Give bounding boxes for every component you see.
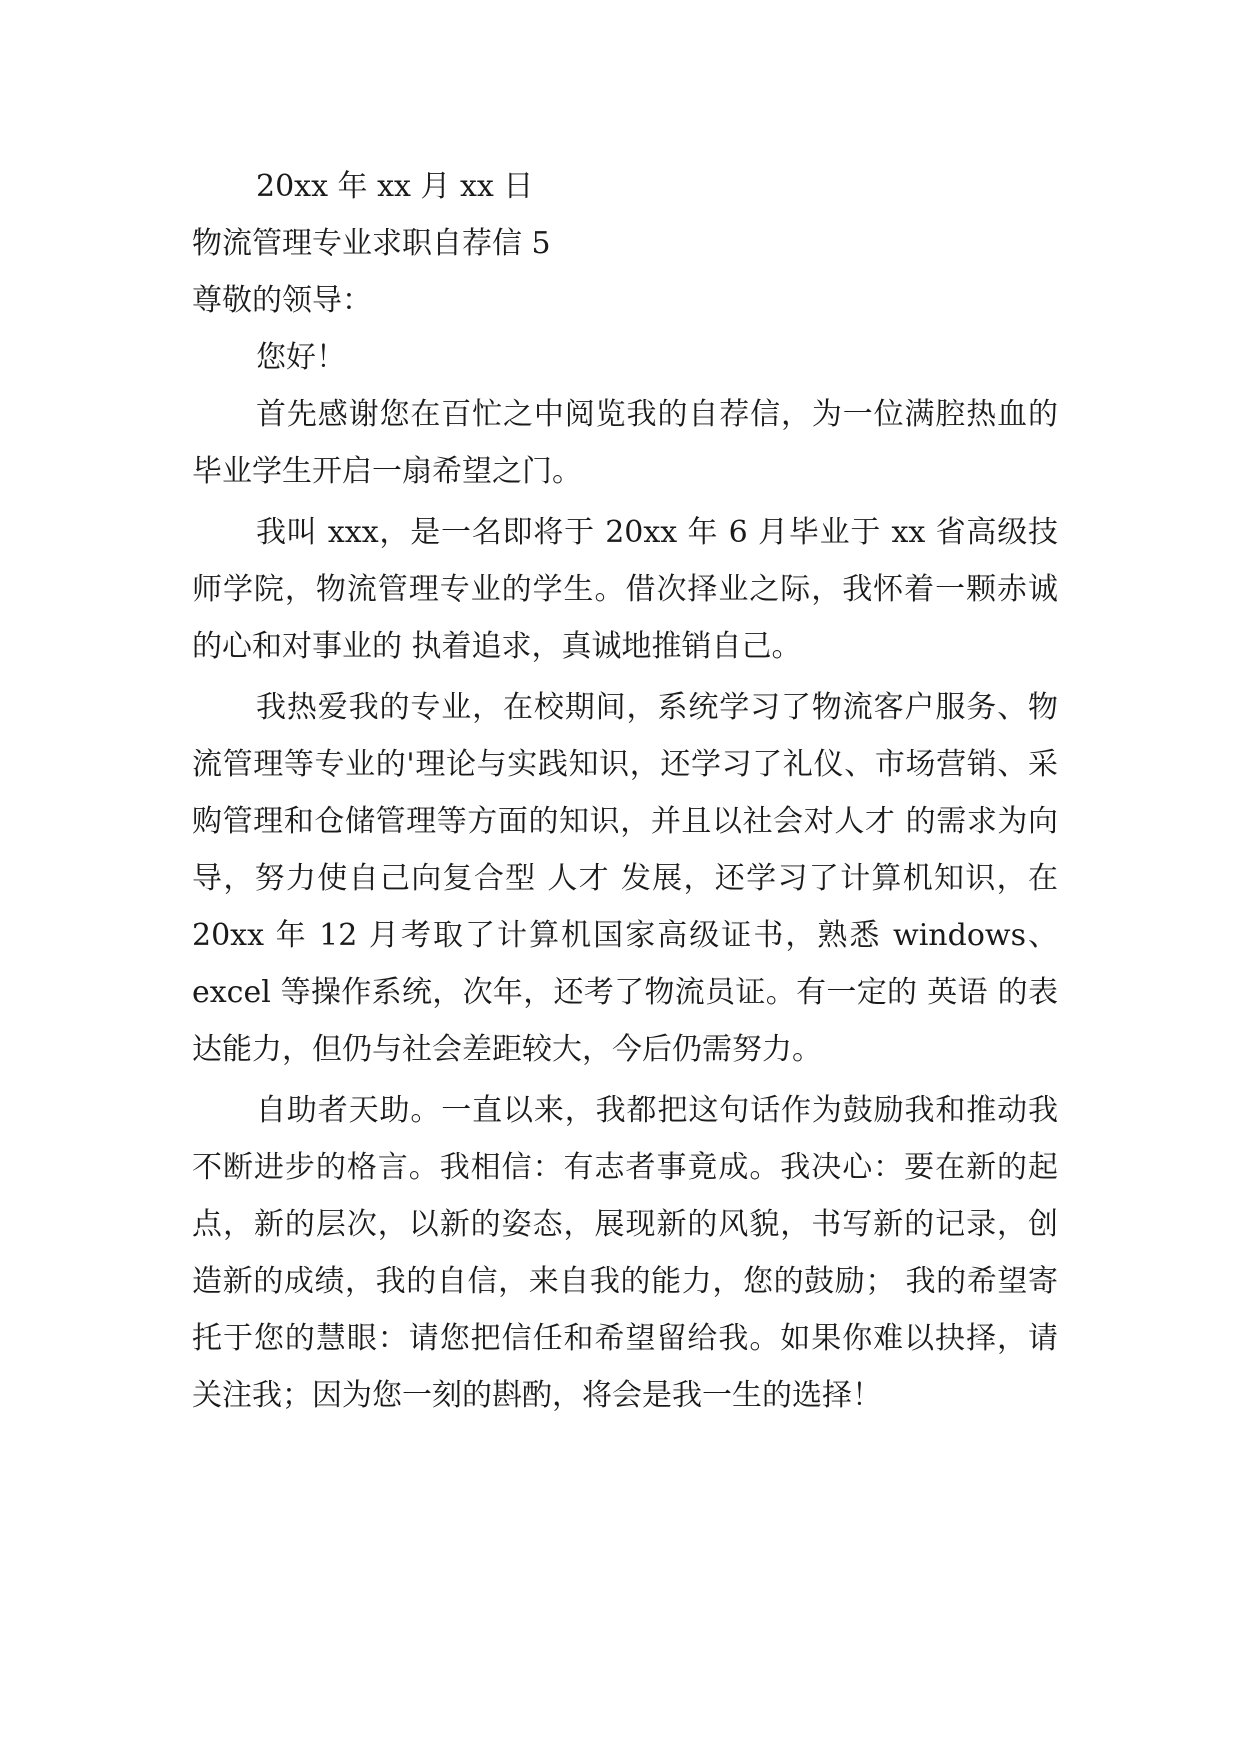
letter-title: 物流管理专业求职自荐信 5	[192, 226, 551, 261]
letter-body	[192, 158, 1058, 1424]
paragraph-closing: 自助者天助。一直以来，我都把这句话作为鼓励我和推动我不断进步的格言。我相信：有志者事竟成。我决心：要在新的起点，新的层次，以新的姿态，展现新的风貌，书写新的记录，创造新的成绩，我的自信，来自我的能力，您的鼓励； 我的希望寄托于您的慧眼：请您把信任和希望留给我。如果你难以抉择，请关注我；因为您一刻的斟酌，将会是我一生的选择！	[192, 1093, 1058, 1413]
paragraph-introduction: 我叫 xxx，是一名即将于 20xx 年 6 月毕业于 xx 省高级技师学院，物流管理专业的学生。借次择业之际，我怀着一颗赤诚的心和对事业的 执着追求，真诚地推销自己。	[192, 515, 1058, 664]
letter-salutation: 尊敬的领导：	[192, 283, 372, 318]
paragraph-thanks: 首先感谢您在百忙之中阅览我的自荐信，为一位满腔热血的毕业学生开启一扇希望之门。	[192, 397, 1058, 489]
paragraph-education: 我热爱我的专业，在校期间，系统学习了物流客户服务、物流管理等专业的'理论与实践知识，还学习了礼仪、市场营销、采购管理和仓储管理等方面的知识，并且以社会对人才 的需求为向导，努力使自己向复合型 人才 发展，还学习了计算机知识，在 20xx 年 12 月考取了计算机国家高级证书，熟悉 windows、excel 等操作系统，次年，还考了物流员证。有一定的 英语 的表达能力，但仍与社会差距较大，今后仍需努力。	[192, 690, 1058, 1067]
letter-greeting: 您好！	[256, 340, 346, 375]
letter-date: 20xx 年 xx 月 xx 日	[256, 169, 534, 204]
